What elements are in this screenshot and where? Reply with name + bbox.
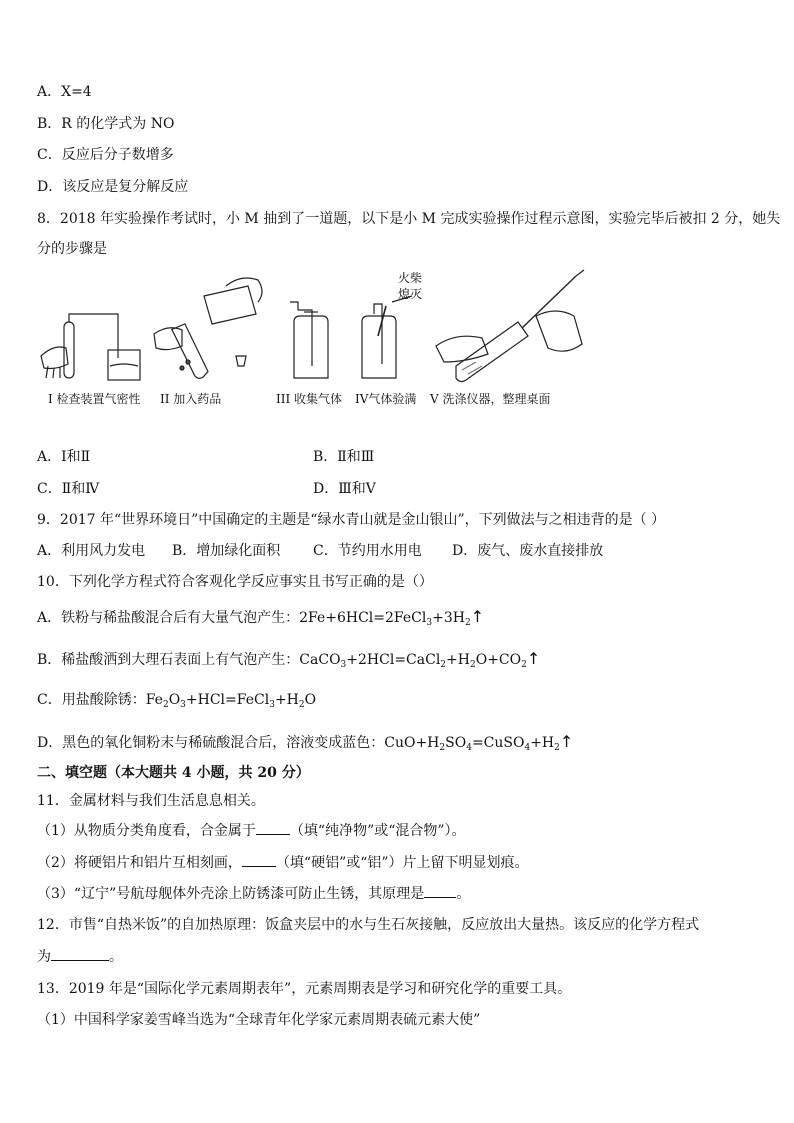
- q11-part2: [37, 854, 529, 872]
- q8-option-d: D．Ⅲ和Ⅴ: [313, 481, 376, 497]
- q9-option-d: D．废气、废水直接排放: [452, 543, 604, 559]
- q12-line2-end: 。: [109, 949, 123, 965]
- q8-option-c: C．Ⅱ和Ⅳ: [37, 481, 100, 497]
- q8-option-a: A．Ⅰ和Ⅱ: [37, 449, 91, 465]
- q11-p3-blank[interactable]: [424, 885, 456, 898]
- q13-stem: 13．2019 年是“国际化学元素周期表年”，元素周期表是学习和研究化学的重要工具。: [37, 981, 572, 997]
- q9-stem: 9．2017 年“世界环境日”中国确定的主题是“绿水青山就是金山银山”，下列做法与之相违背的是（ ）: [37, 512, 666, 528]
- caption-ii: II 加入药品: [160, 392, 222, 406]
- section2-title: 二、填空题（本大题共 4 小题，共 20 分）: [37, 765, 310, 781]
- q10-a-equation: $2Fe+6HCl=2FeCl_3+3H_2↑$: [299, 607, 485, 628]
- caption-iii: III 收集气体: [276, 392, 343, 406]
- q8-option-b: B．Ⅱ和Ⅲ: [313, 449, 375, 465]
- q10-option-d: [37, 733, 573, 752]
- caption-i: I 检查装置气密性: [48, 392, 141, 406]
- q11-part1: [37, 822, 466, 840]
- q10-a-text: A．铁粉与稀盐酸混合后有大量气泡产生：: [37, 610, 300, 626]
- q11-p1-text-after: （填“纯净物”或“混合物”）。: [289, 823, 466, 839]
- q7-option-a: A．X=4: [37, 84, 92, 100]
- q10-b-equation: $CaCO_3+2HCl=CaCl_2+H_2O+CO_2↑$: [299, 649, 541, 670]
- q11-p1-text: （1）从物质分类角度看，合金属于: [37, 823, 256, 839]
- q11-p2-text: （2）将硬铝片和铝片互相刻画，: [37, 855, 242, 871]
- q10-b-text: B．稀盐酸洒到大理石表面上有气泡产生：: [37, 652, 300, 668]
- q11-p3-text-after: 。: [456, 886, 471, 902]
- q11-p3-text: （3）“辽宁”号航母舰体外壳涂上防锈漆可防止生锈，其原理是: [37, 886, 425, 902]
- q10-c-equation: $Fe_2O_3+HCl=FeCl_3+H_2O$: [145, 692, 317, 710]
- q11-p2-text-after: （填“硬铝”或“铝”）片上留下明显划痕。: [275, 855, 529, 871]
- figure-iv-gas-check: [362, 296, 412, 378]
- caption-iv: IV气体验满: [355, 392, 417, 406]
- q11-p1-blank[interactable]: [256, 822, 290, 835]
- q9-option-c: C．节约用水用电: [313, 543, 422, 559]
- q10-option-a: [37, 608, 484, 627]
- extinguish-label: 熄灭: [398, 287, 423, 301]
- q7-option-d: D．该反应是复分解反应: [37, 179, 189, 195]
- q11-stem: 11．金属材料与我们生活息息相关。: [37, 793, 265, 809]
- q8-stem-line1: 8．2018 年实验操作考试时，小 M 抽到了一道题，以下是小 M 完成实验操作过程示意图，实验完毕后被扣 2 分，她失: [37, 211, 781, 227]
- q10-d-equation: $CuO+H_2SO_4=CuSO_4+H_2↑$: [384, 732, 574, 753]
- q12-line1: 12．市售“自热米饭”的自加热原理：饭盒夹层中的水与生石灰接触，反应放出大量热。该反应的化学方程式: [37, 917, 700, 933]
- q10-stem: 10．下列化学方程式符合客观化学反应事实且书写正确的是（）: [37, 574, 433, 590]
- q9-option-b: B．增加绿化面积: [172, 543, 281, 559]
- q13-part1: （1）中国科学家姜雪峰当选为“全球青年化学家元素周期表硫元素大使”: [37, 1012, 481, 1028]
- figure-v-washing: [436, 270, 584, 382]
- q10-option-b: [37, 650, 540, 669]
- match-label: 火柴: [398, 271, 423, 285]
- figure-i-airtightness: [41, 314, 140, 380]
- q10-option-c: [37, 691, 316, 709]
- q10-c-text: C．用盐酸除锈：: [37, 692, 146, 708]
- figure-iii-collect-gas: [290, 302, 328, 378]
- caption-v: V 洗涤仪器，整理桌面: [430, 392, 551, 406]
- q7-option-c: C．反应后分子数增多: [37, 147, 174, 163]
- q8-stem-line2: 分的步骤是: [37, 241, 107, 257]
- q12-blank[interactable]: [51, 948, 109, 961]
- q11-part3: [37, 885, 470, 903]
- q11-p2-blank[interactable]: [242, 854, 276, 867]
- q12-line2: [37, 948, 123, 966]
- q9-option-a: A．利用风力发电: [37, 543, 146, 559]
- q12-line2-text: 为: [37, 949, 51, 965]
- figure-ii-adding-reagent: [154, 278, 262, 382]
- q10-d-text: D．黑色的氧化铜粉末与稀硫酸混合后，溶液变成蓝色：: [37, 735, 385, 751]
- q7-option-b: B．R 的化学式为 NO: [37, 116, 175, 132]
